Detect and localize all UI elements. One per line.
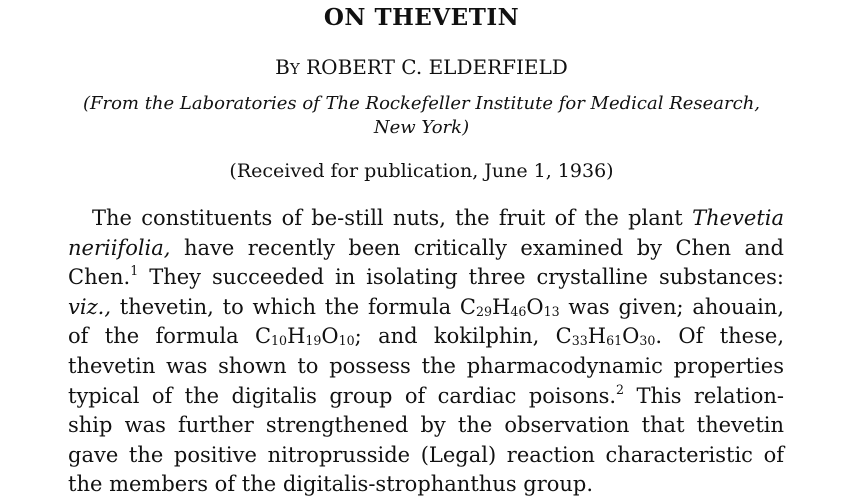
formula-subscript: 13 [543, 303, 560, 319]
body-line-2 [68, 234, 784, 264]
received-date: (Received for publication, June 1, 1936) [229, 160, 614, 182]
body-line-6: thevetin was shown to possess the pharmacodynamic properties [68, 353, 784, 378]
formula-subscript: 19 [305, 333, 322, 349]
body-text-run: This relation- [624, 383, 784, 408]
body-text-run: ; and kokilphin, C [354, 324, 572, 349]
affiliation-line-2: New York) [373, 117, 470, 138]
body-line-3 [68, 263, 784, 293]
formula-subscript: 10 [338, 333, 355, 349]
affiliation [0, 92, 843, 140]
body-text-run: The constituents of be-still nuts, the fruit of the plant [92, 206, 693, 230]
formula-element: H [587, 324, 607, 349]
body-line-7 [68, 382, 784, 412]
formula-element: O [321, 324, 339, 349]
author-name: ROBERT C. ELDERFIELD [306, 55, 568, 79]
body-line-8: ship was further strengthened by the observation that thevetin [68, 413, 784, 438]
body-paragraph [68, 204, 784, 500]
body-line-9: gave the positive nitroprusside (Legal) reaction characteristic of [68, 442, 784, 467]
body-text-run: have recently been critically examined by Chen and [170, 235, 784, 260]
footnote-ref: 1 [130, 263, 139, 279]
body-line-5 [68, 322, 784, 352]
formula-element: H [492, 294, 511, 319]
body-text-run: was given; ahouain, [559, 294, 785, 319]
formula-subscript: 29 [476, 303, 493, 319]
body-text-run: typical of the digitalis group of cardiac poisons. [68, 383, 617, 408]
affiliation-line-1: (From the Laboratories of The Rockefeller Institute for Medical Research, [82, 93, 761, 114]
body-text-run: They succeeded in isolating three crystalline substances: [138, 265, 784, 290]
body-text-run: of the formula C [68, 324, 272, 349]
body-line-4 [68, 293, 784, 323]
formula-subscript: 30 [639, 333, 656, 349]
body-text-run: . Of these, [655, 324, 784, 349]
body-line-10: the members of the digitalis-strophanthus group. [68, 472, 594, 497]
body-italic-run: neriifolia, [68, 235, 171, 260]
formula-subscript: 33 [571, 333, 588, 349]
body-italic-run: Thevetia [692, 206, 784, 230]
article-title: ON THEVETIN [323, 4, 520, 31]
formula-subscript: 46 [510, 303, 527, 319]
byline-by-rest: Y [289, 60, 300, 78]
byline [0, 55, 843, 79]
formula-element: O [622, 324, 640, 349]
formula-element: O [526, 294, 544, 319]
formula-element: H [287, 324, 306, 349]
formula-subscript: 61 [606, 333, 623, 349]
formula-subscript: 10 [271, 333, 288, 349]
footnote-ref: 2 [616, 381, 625, 397]
body-text-run: thevetin, to which the formula C [111, 294, 476, 319]
body-text-run: Chen. [68, 265, 131, 290]
body-line-1 [68, 204, 784, 234]
body-italic-run: viz., [68, 294, 111, 319]
byline-by-initial: B [275, 55, 290, 79]
